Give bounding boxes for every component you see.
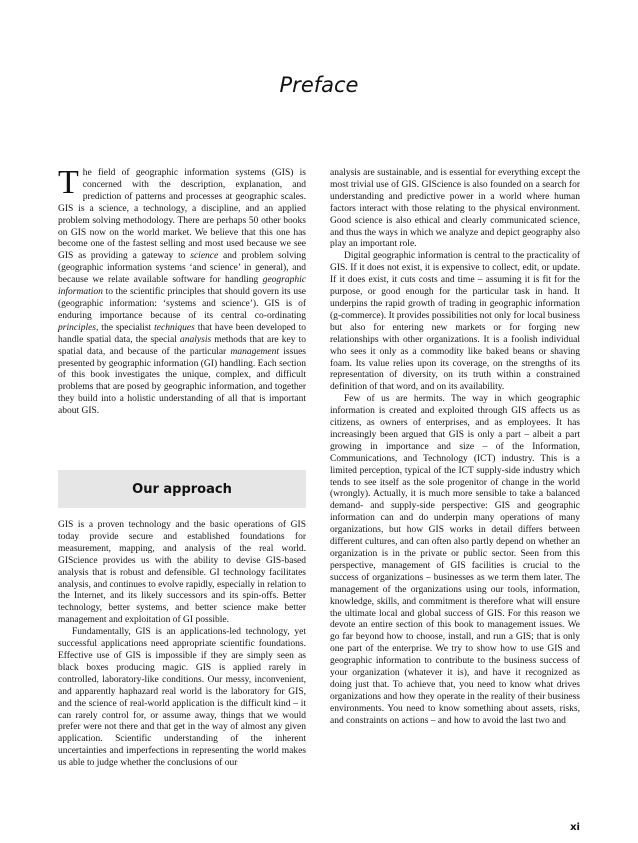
- page-title: Preface: [279, 73, 359, 97]
- approach-paragraph-1: GIS is a proven technology and the basic operations of GIS today provide secure and established foundations for measurement, mapping, and analysis of the real world. GIScience provides us with the ability to devise GIS-based analysis that is robust and defensible. GI technology facilitates analysis, and continues to evolve rapidly, especially in relation to the Internet, and its likely successors and its spin-offs. Better technology, better systems, and better science make better management and exploitation of GI possible.: [58, 520, 306, 626]
- right-column: [330, 168, 580, 728]
- intro-text-7: issues presented by geographic information (GI) handling. Each section of this book investigates the unique, complex, and difficult problems that are posed by geographic information, and together they build into a holistic understanding of all that is important about GIS.: [58, 346, 306, 417]
- drop-cap: T: [58, 164, 79, 201]
- intro-text-5: that have been developed to handle spatial data, the special: [58, 322, 306, 345]
- section-heading: Our approach: [132, 481, 232, 497]
- intro-text-2: and problem solving (geographic information systems ‘and science’ in general), and because we relate available software for handling: [58, 251, 306, 286]
- intro-paragraph: [58, 164, 306, 418]
- intro-text-6: methods that are key to spatial data, and because of the particular: [58, 334, 306, 357]
- intro-em-management: management: [230, 346, 280, 357]
- approach-column: [58, 520, 306, 770]
- approach-paragraph-2: Fundamentally, GIS is an applications-led technology, yet successful applications need appropriate scientific foundations. Effective use of GIS is impossible if they are simply seen as black boxes producing magic. GIS is applied rarely in controlled, laboratory-like conditions. Our messy, inconvenient, and apparently haphazard real world is the laboratory for GIS, and the science of real-world application is the difficult kind – it can rarely control for, or assume away, things that we would prefer were not there and that get in the way of almost any given application. Scientific understanding of the inherent uncertainties and imperfections in representing the world makes us able to judge whether the conclusions of our: [58, 627, 306, 769]
- intro-em-principles: principles: [58, 322, 96, 333]
- intro-text-3: to the scientific principles that should govern its use (geographic information: ‘systems and science’). GIS is of enduring importance because of its central co-ordinating: [58, 287, 306, 321]
- section-heading-box: [58, 470, 306, 508]
- intro-text-4: , the specialist: [96, 322, 155, 333]
- intro-em-science: science: [190, 251, 219, 262]
- right-paragraph-2: Digital geographic information is central to the practicality of GIS. If it does not exist, it is expensive to collect, edit, or update. If it does exist, it cuts costs and time – assuming it is fit for the purpose, or good enough for the particular task in hand. It underpins the rapid growth of trading in geographic information (g-commerce). It provides possibilities not only for local business but also for entering new markets or for forging new relationships with other organizations. It is a foolish individual who sees it only as a commodity like baked beans or shaving foam. Its value relies upon its coverage, on the strengths of its representation of diversity, on its truth within a constrained definition of that word, and on its availability.: [330, 251, 580, 393]
- page-number: xi: [570, 822, 580, 833]
- intro-em-geographic-information: geographic information: [58, 275, 306, 298]
- intro-text-1: he field of geographic information systems (GIS) is concerned with the description, explanation, and prediction of patterns and processes at geographic scales. GIS is a science, a technology, a discipline, and an applied problem solving methodology. There are perhaps 50 other books on GIS now on the world market. We believe that this one has become one of the fastest selling and most used because we see GIS as providing a gateway to: [58, 168, 306, 262]
- intro-em-analysis: analysis: [180, 334, 212, 345]
- right-paragraph-3: Few of us are hermits. The way in which geographic information is created and exploited through GIS affects us as citizens, as owners of enterprises, and as employees. It has increasingly been argued that GIS is only a part – albeit a part growing in importance and size – of the Information, Communications, and Technology (ICT) industry. This is a limited perception, typical of the ICT supply-side industry which tends to see itself as the sole progenitor of change in the world (wrongly). Actually, it is much more sensible to take a balanced demand- and supply-side perspective: GIS and geographic information can and do underpin many operations of many organizations, but how GIS works in detail differs between different cultures, and can often also partly depend on whether an organization is in the private or public sector. Seen from this perspective, management of GIS facilities is crucial to the success of organizations – businesses as we term them later. The management of the organizations using our tools, information, knowledge, skills, and commitment is therefore what will ensure the ultimate local and global success of GIS. For this reason we devote an entire section of this book to management issues. We go far beyond how to choose, install, and run a GIS; that is only one part of the enterprise. We try to show how to use GIS and geographic information to contribute to the business success of your organization (whatever it is), and have it recognized as doing just that. To achieve that, you need to know what drives organizations and how they operate in the reality of their business environments. You need to know something about assets, risks, and constraints on actions – and how to avoid the last two and: [330, 394, 580, 726]
- right-paragraph-1: analysis are sustainable, and is essential for everything except the most trivial use of GIS. GIScience is also founded on a search for understanding and predictive power in a world where human factors interact with those relating to the physical environment. Good science is also ethical and clearly communicated science, and thus the ways in which we analyze and depict geography also play an important role.: [330, 168, 580, 250]
- intro-em-techniques: techniques: [154, 322, 195, 333]
- intro-column: [58, 164, 306, 418]
